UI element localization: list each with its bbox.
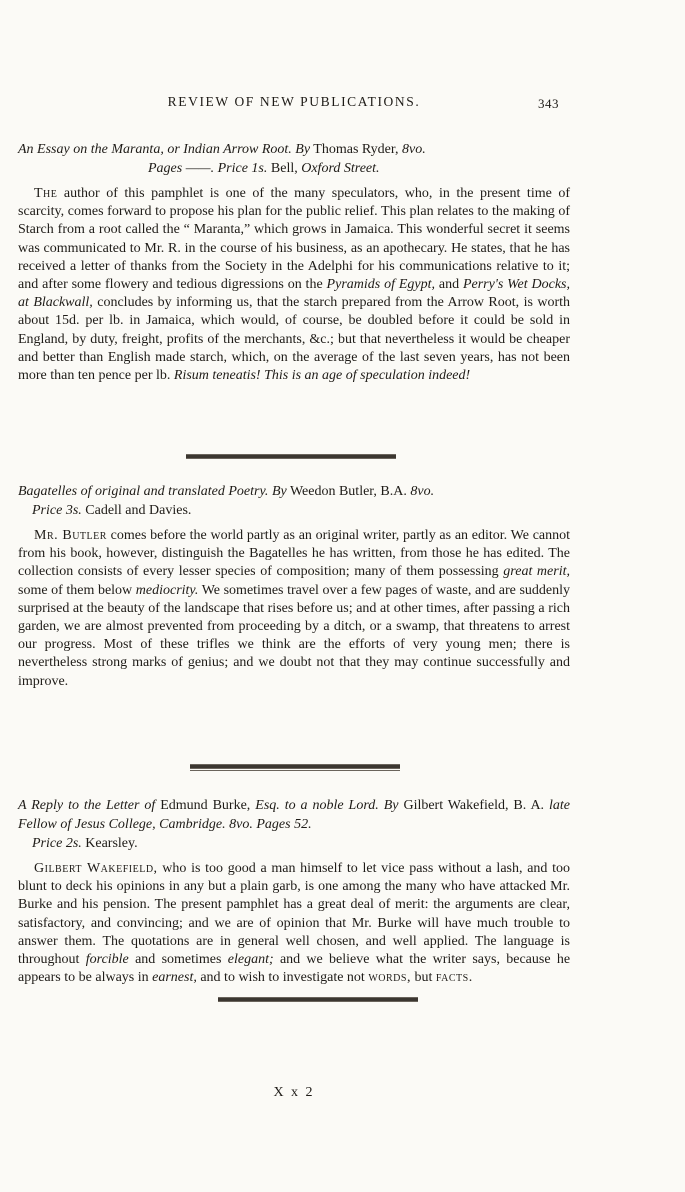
printer-signature: X x 2 <box>273 1085 315 1100</box>
section-divider <box>186 454 396 459</box>
review-maranta <box>18 140 570 385</box>
section-divider-underline <box>190 770 400 771</box>
page-number: 343 <box>538 96 559 111</box>
running-head: REVIEW OF NEW PUBLICATIONS. <box>167 94 421 109</box>
review-body: Gilbert Wakefield, who is too good a man himself to let vice pass without a lash, and too blunt to deck his opinions in any but a plain garb, is one among the many who have attacked Mr. Burke and his pension. The present pamphlet has a great deal of merit: the arguments are clear, satisfactory, and convincing; and we are of opinion that Mr. Burke will have much trouble to answer them. The quotations are in general well chosen, and well applied. The language is throughout forcible and sometimes elegant; and we believe what the writer says, because he appears to be always in earnest, and to wish to investigate not words, but facts. <box>18 861 571 986</box>
review-title: A Reply to the Letter of Edmund Burke, Esq. to a noble Lord. By Gilbert Wakefield, B. A. late Fellow of Jesus College, Cambridge. 8vo. Pages 52. Price 2s. Kearsley. <box>18 798 571 851</box>
review-title: Bagatelles of original and translated Poetry. By Weedon Butler, B.A. 8vo. Price 3s. Cadell and Davies. <box>18 484 435 518</box>
review-bagatelles <box>18 482 570 691</box>
review-burke-reply <box>18 796 570 987</box>
section-divider <box>218 997 418 1002</box>
review-body: The author of this pamphlet is one of the many speculators, who, in the present time of scarcity, comes forward to propose his plan for the public relief. This plan relates to the making of Starch from a root called the “ Maranta,” which grows in Jamaica. This wonderful secret it seems was communicated to Mr. R. in the course of his business, as an apothecary. He states, that he has received a letter of thanks from the Society in the Adelphi for his communications relative to it; and after some flowery and tedious digressions on the Pyramids of Egypt, and Perry's Wet Docks, at Blackwall, concludes by informing us, that the starch prepared from the Arrow Root, is worth about 15d. per lb. in Jamaica, which would, of course, be doubled before it could be sold in England, by duty, freight, profits of the merchants, &c.; but that nevertheless it would be cheaper and better than English made starch, which, on the average of the last seven years, has not been more than ten pence per lb. Risum teneatis! This is an age of speculation indeed! <box>18 186 571 384</box>
review-title: An Essay on the Maranta, or Indian Arrow Root. By Thomas Ryder, 8vo. Pages ——. Price 1s. Bell, Oxford Street. <box>18 142 426 176</box>
section-divider <box>190 764 400 769</box>
review-body: Mr. Butler comes before the world partly as an original writer, partly as an editor. We cannot from his book, however, distinguish the Bagatelles he has written, from those he has edited. The collection consists of every lesser species of composition; many of them possessing great merit, some of them below mediocrity. We sometimes travel over a few pages of waste, and are suddenly surprised at the beauty of the landscape that rises before us; and at other times, after passing a rich garden, we are almost prevented from proceeding by a ditch, or a swamp, that threatens to arrest our progress. Most of these trifles we think are the efforts of very young men; there is nevertheless strong marks of genius; and we doubt not that they may continue successfully and improve. <box>18 528 571 689</box>
